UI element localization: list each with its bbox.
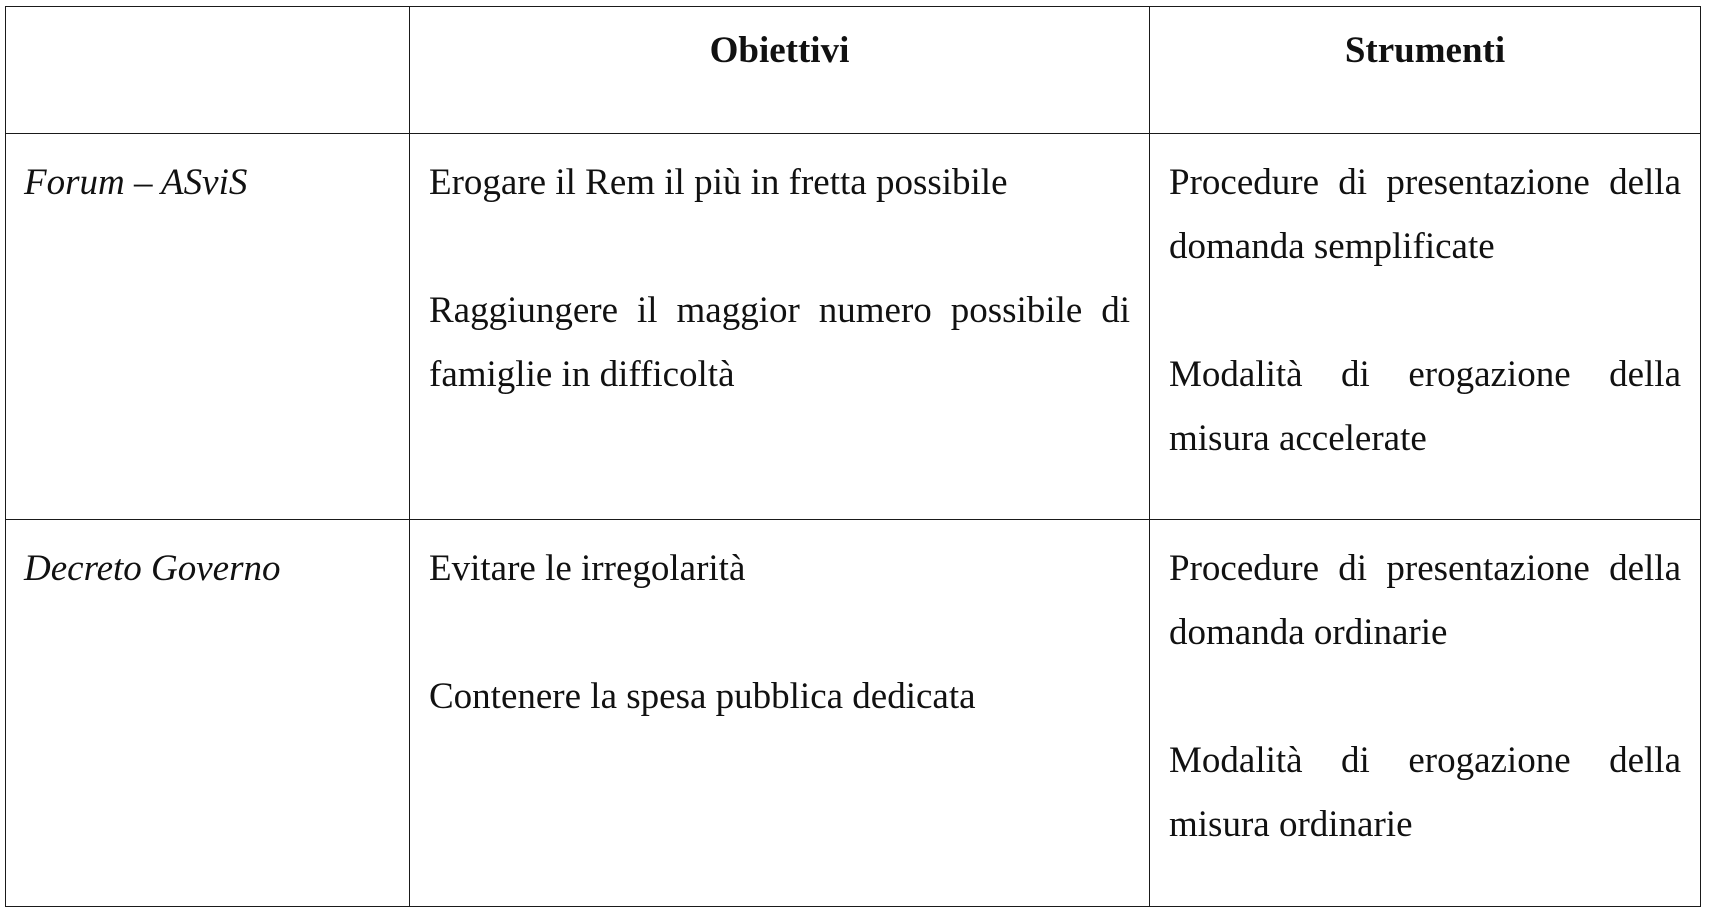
tool-item: Procedure di presentazione della domanda ordinarie: [1169, 548, 1681, 653]
tools-cell: [1150, 520, 1701, 907]
header-tools: Strumenti: [1344, 30, 1506, 71]
objective-item: Raggiungere il maggior numero possibile di famiglie in difficoltà: [429, 290, 1130, 395]
objective-item: Contenere la spesa pubblica dedicata: [429, 676, 976, 717]
header-empty-cell: [6, 7, 410, 134]
objective-item: Evitare le irregolarità: [429, 548, 746, 589]
row-label: Forum – ASviS: [24, 162, 248, 203]
table-row: [6, 134, 1701, 520]
table-row: [6, 520, 1701, 907]
row-label-cell: [6, 520, 410, 907]
comparison-table: [5, 6, 1701, 907]
header-row: [6, 7, 1701, 134]
objectives-cell: [410, 134, 1150, 520]
tool-item: Modalità di erogazione della misura ordinarie: [1169, 740, 1681, 845]
row-label: Decreto Governo: [24, 548, 281, 589]
objectives-cell: [410, 520, 1150, 907]
tool-item: Procedure di presentazione della domanda semplificate: [1169, 162, 1681, 267]
objective-item: Erogare il Rem il più in fretta possibile: [429, 162, 1008, 203]
row-label-cell: [6, 134, 410, 520]
tool-item: Modalità di erogazione della misura accelerate: [1169, 354, 1681, 459]
header-objectives: Obiettivi: [709, 30, 850, 71]
tools-cell: [1150, 134, 1701, 520]
header-objectives-cell: [410, 7, 1150, 134]
header-tools-cell: [1150, 7, 1701, 134]
